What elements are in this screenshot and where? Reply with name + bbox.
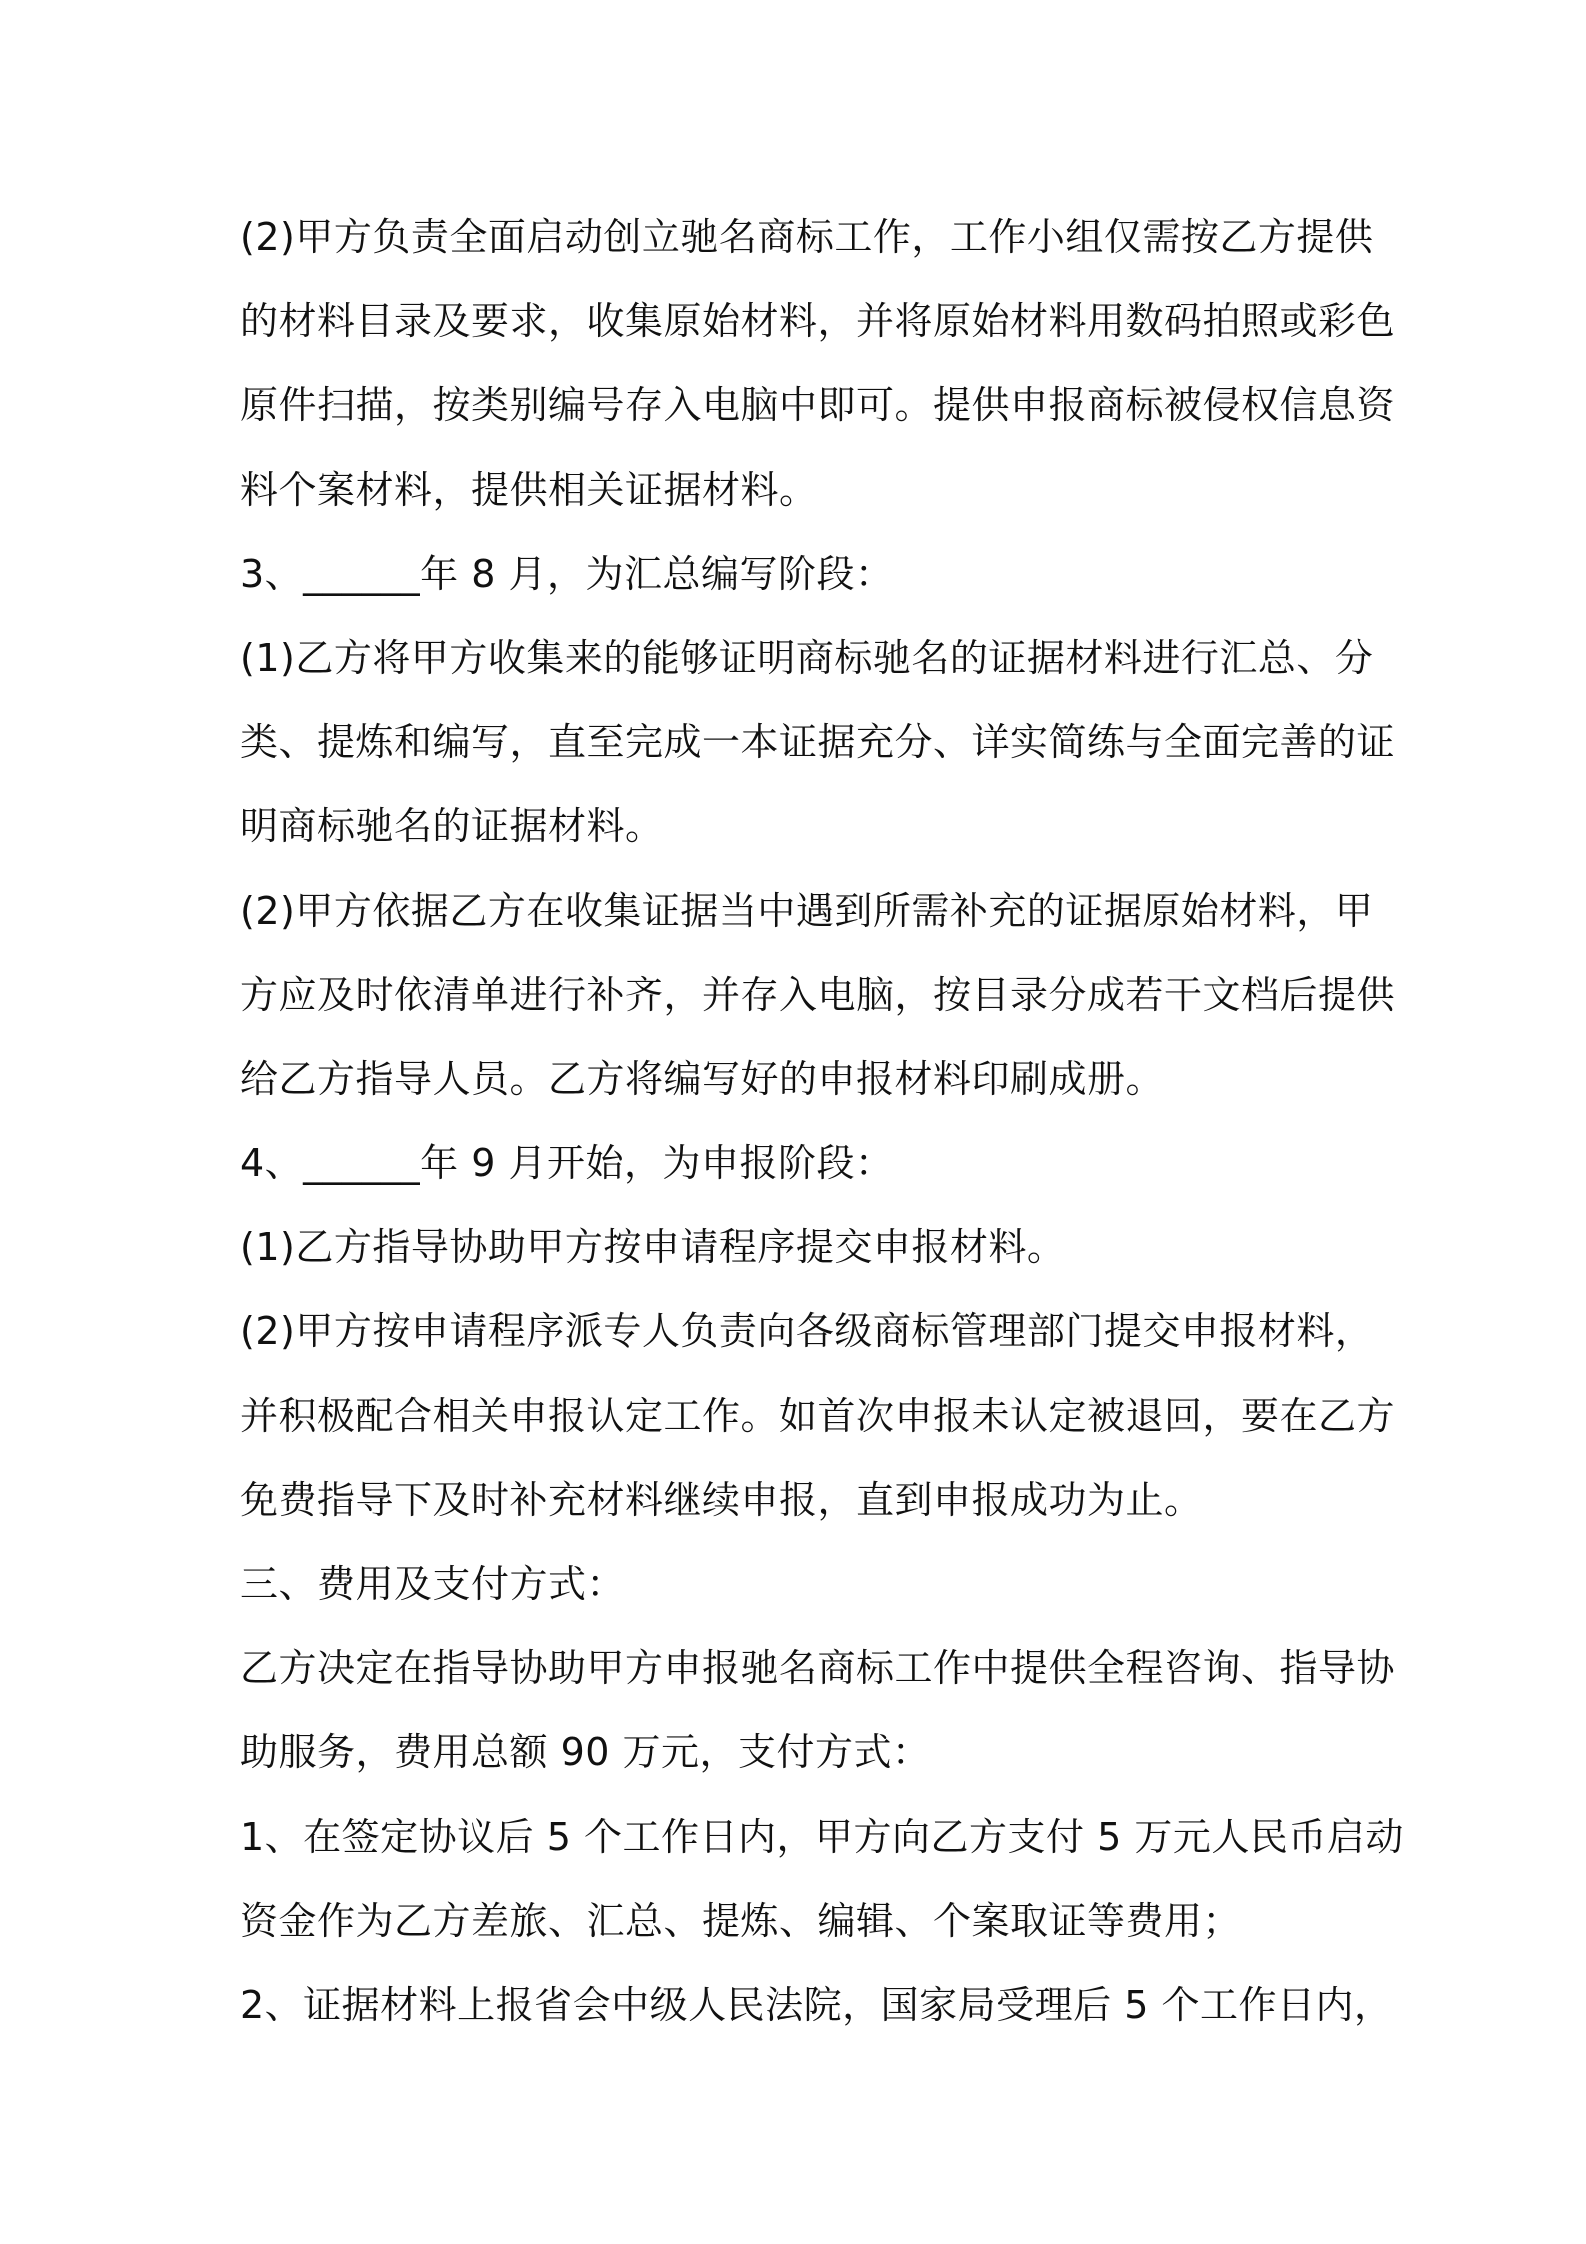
section-heading-line: 3、______年 8 月，为汇总编写阶段： [240,551,894,596]
text-line: 资金作为乙方差旅、汇总、提炼、编辑、个案取证等费用； [240,1898,1242,1943]
text-line: (2)甲方按申请程序派专人负责向各级商标管理部门提交申报材料， [240,1309,1374,1354]
text-line: 明商标驰名的证据材料。 [240,804,664,849]
text-line: 免费指导下及时补充材料继续申报，直到申报成功为止。 [240,1477,1203,1522]
text-line: 给乙方指导人员。乙方将编写好的申报材料印刷成册。 [240,1056,1165,1101]
text-line: (1)乙方将甲方收集来的能够证明商标驰名的证据材料进行汇总、分 [240,635,1374,680]
text-line: 2、证据材料上报省会中级人民法院，国家局受理后 5 个工作日内， [240,1982,1393,2027]
document-body [240,195,1404,2047]
text-line: 类、提炼和编写，直至完成一本证据充分、详实简练与全面完善的证 [240,720,1396,765]
text-line: 1、在签定协议后 5 个工作日内，甲方向乙方支付 5 万元人民币启动 [240,1814,1404,1859]
text-line: (2)甲方负责全面启动创立驰名商标工作，工作小组仅需按乙方提供 [240,215,1374,259]
text-line: 方应及时依清单进行补齐，并存入电脑，按目录分成若干文档后提供 [240,972,1396,1017]
section-heading-line: 三、费用及支付方式： [240,1562,626,1606]
text-line: 原件扫描，按类别编号存入电脑中即可。提供申报商标被侵权信息资 [240,383,1396,428]
section-heading-line: 4、______年 9 月开始，为申报阶段： [240,1141,894,1186]
text-line: 并积极配合相关申报认定工作。如首次申报未认定被退回，要在乙方 [240,1393,1396,1438]
text-line: 的材料目录及要求，收集原始材料，并将原始材料用数码拍照或彩色 [240,299,1396,344]
text-line: (2)甲方依据乙方在收集证据当中遇到所需补充的证据原始材料，甲 [240,888,1374,933]
text-line: (1)乙方指导协助甲方按申请程序提交申报材料。 [240,1225,1066,1270]
text-line: 料个案材料，提供相关证据材料。 [240,467,818,512]
text-line: 乙方决定在指导协助甲方申报驰名商标工作中提供全程咨询、指导协 [240,1646,1396,1691]
text-line: 助服务，费用总额 90 万元，支付方式： [240,1730,931,1775]
